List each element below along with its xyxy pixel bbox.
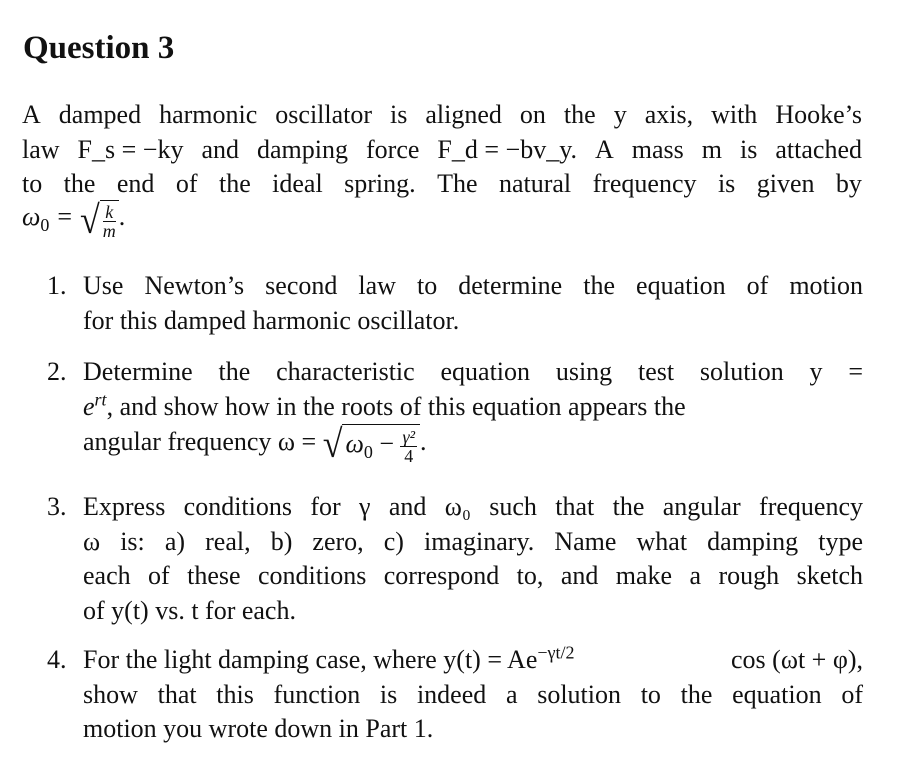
intro-word: given <box>756 169 815 198</box>
intro-word: F_s = −ky <box>77 134 184 164</box>
intro-word: the <box>218 169 251 198</box>
intro-word: F_d = −bv_y. <box>437 134 578 164</box>
item-4-line-2: show that this function is indeed a solution to the equation of <box>83 679 863 709</box>
radical-sign: √ <box>80 197 100 242</box>
intro-word: axis, <box>644 100 694 129</box>
intro-word: y <box>613 100 627 129</box>
intro-word: A <box>595 134 614 164</box>
item-2-line-3: angular frequency ω = √ $\omega_0$ − $\frac{\text{γ²}}{4}$ . <box>83 422 427 467</box>
list-item-number: 4. <box>47 645 67 674</box>
gamma-squared-over-four: $\frac{\text{γ²}}{4}$ <box>402 426 415 466</box>
intro-word: force <box>366 134 420 164</box>
square-root-expression <box>80 197 119 242</box>
intro-word: mass <box>631 134 684 164</box>
list-item <box>47 355 863 468</box>
item-4-line-1: For the light damping case, where $y(t) = Ae^{-\gamma t/2}$ cos (ωt + φ), <box>83 642 863 674</box>
intro-line-2 <box>22 133 862 168</box>
intro-word: to <box>22 169 43 198</box>
intro-line-1 <box>22 98 862 133</box>
list-item-text <box>83 643 863 747</box>
intro-word: law <box>22 134 60 164</box>
list-item <box>47 269 863 338</box>
list-item <box>47 643 863 747</box>
radicand: $\omega_0$ − $\frac{\text{γ²}}{4}$ <box>342 424 420 465</box>
intro-word: of <box>175 169 198 198</box>
intro-word: with <box>711 100 758 129</box>
intro-word: A <box>22 100 41 129</box>
omega-zero-symbol: $\omega_0$ <box>22 201 50 235</box>
item-3-line-1: Express conditions for γ and ω₀ such that the angular frequency <box>83 492 863 521</box>
intro-word: natural <box>498 169 572 198</box>
intro-word: and <box>201 134 239 164</box>
question-heading: Question 3 <box>23 30 175 66</box>
intro-word: damped <box>58 100 142 129</box>
intro-word: is <box>717 169 736 198</box>
intro-word: ideal <box>272 169 323 198</box>
intro-word: end <box>116 169 155 198</box>
list-item-number: 1. <box>47 271 67 300</box>
intro-word: harmonic <box>159 100 258 129</box>
intro-word: spring. <box>344 169 416 198</box>
list-item-text <box>83 355 863 468</box>
intro-line-4 <box>22 197 862 242</box>
intro-word: the <box>563 100 596 129</box>
intro-word: frequency <box>592 169 697 198</box>
radical-sign: √ <box>322 422 343 467</box>
k-over-m-fraction: $\frac{k}{m}$ <box>102 202 116 242</box>
intro-word: is <box>390 100 408 129</box>
item-1-line-1: Use Newton’s second law to determine the equation of motion <box>83 271 863 300</box>
intro-word: The <box>437 169 478 198</box>
item-3-line-3: each of these conditions correspond to, and make a rough sketch <box>83 561 863 590</box>
item-2-line-1: Determine the characteristic equation using test solution y = <box>83 357 863 386</box>
list-item-text <box>83 269 863 338</box>
omega-square-root <box>323 424 420 465</box>
intro-word: oscillator <box>275 100 373 129</box>
item-3-line-4: of y(t) vs. t for each. <box>83 595 296 625</box>
intro-word: m <box>701 134 723 164</box>
equals-sign: = <box>57 201 73 231</box>
list-item-number: 2. <box>47 357 67 386</box>
intro-word: the <box>63 169 96 198</box>
intro-line-3 <box>22 167 862 202</box>
item-2-line-2: $e^{rt}$, and show how in the roots of this equation appears the <box>83 388 686 421</box>
intro-word: is <box>740 134 758 164</box>
item-1-line-2: for this damped harmonic oscillator. <box>83 305 460 335</box>
intro-word: on <box>519 100 546 129</box>
intro-end-period: . <box>118 201 126 231</box>
list-item-text <box>83 490 863 628</box>
intro-paragraph <box>22 98 862 240</box>
intro-word: attached <box>775 134 862 164</box>
intro-word: aligned <box>425 100 502 129</box>
radicand <box>100 200 119 241</box>
item-4-line-3: motion you wrote down in Part 1. <box>83 714 434 743</box>
list-item <box>47 490 863 628</box>
intro-word: Hooke’s <box>775 100 862 129</box>
list-item-number: 3. <box>47 492 67 521</box>
intro-word: damping <box>257 134 348 164</box>
intro-word: by <box>835 169 862 198</box>
item-3-line-2: ω is: a) real, b) zero, c) imaginary. Name what damping type <box>83 526 863 556</box>
